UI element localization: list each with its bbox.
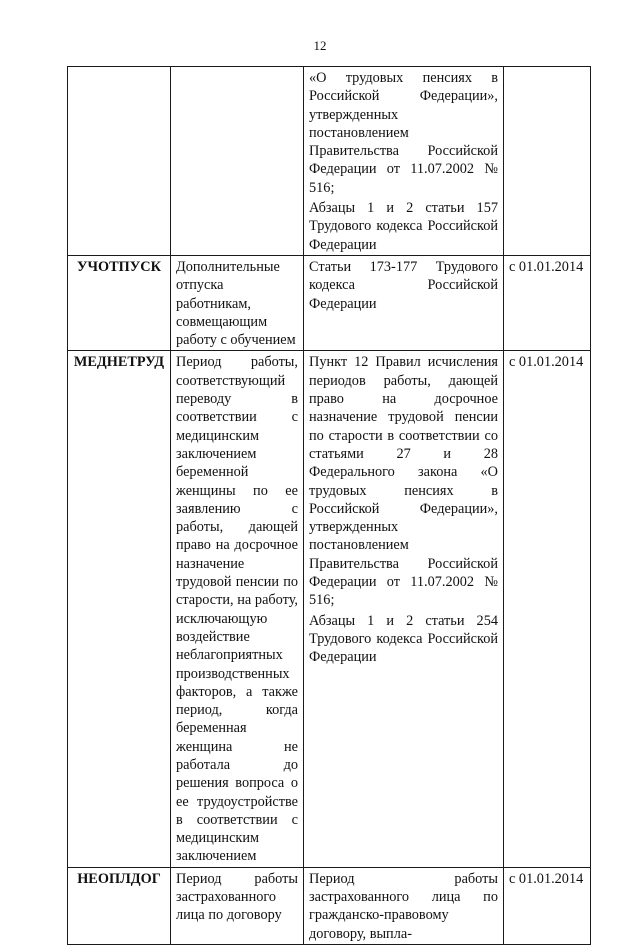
legal-basis-paragraph: Период работы застрахованного лица по гражданско-правовому договору, выпла- (309, 870, 498, 942)
effective-date-cell (504, 67, 591, 256)
effective-date-cell: с 01.01.2014 (504, 867, 591, 944)
legal-basis-paragraph: Статьи 173-177 Трудового кодекса Российской Федерации (309, 258, 498, 312)
legal-basis-paragraph: Абзацы 1 и 2 статьи 157 Трудового кодекса Российской Федерации (309, 200, 498, 253)
code-cell (68, 67, 171, 256)
page-number: 12 (313, 38, 327, 53)
table-row (68, 255, 591, 350)
legal-basis-cell (304, 67, 504, 256)
description-cell (171, 67, 304, 256)
table-row (68, 351, 591, 867)
legal-basis-paragraph: «О трудовых пенсиях в Российской Федерации», утвержденных постановлением Правительства Российской Федерации от 11.07.2002 № 516; (309, 70, 498, 196)
document-table (67, 66, 591, 945)
effective-date-cell: с 01.01.2014 (504, 255, 591, 350)
table-row (68, 867, 591, 944)
table-row (68, 67, 591, 256)
legal-basis-cell (304, 351, 504, 867)
code-cell: НЕОПЛДОГ (68, 867, 171, 944)
description-cell: Дополнительные отпуска работникам, совмещающим работу с обучением (171, 255, 304, 350)
code-cell: УЧОТПУСК (68, 255, 171, 350)
legal-basis-cell (304, 255, 504, 350)
legal-basis-cell (304, 867, 504, 944)
legal-basis-paragraph: Абзацы 1 и 2 статьи 254 Трудового кодекса Российской Федерации (309, 612, 498, 666)
description-cell: Период работы застрахованного лица по договору (171, 867, 304, 944)
effective-date-cell: с 01.01.2014 (504, 351, 591, 867)
description-cell: Период работы, соответствующий переводу в соответствии с медицинским заключением беременной женщины по ее заявлению с работы, дающей право на досрочное назначение трудовой пенсии по старости, на работу, исключающую воздействие неблагоприятных производственных факторов, а также период, когда беременная женщина не работала до решения вопроса о ее трудоустройстве в соответствии с медицинским заключением (171, 351, 304, 867)
legal-basis-paragraph: Пункт 12 Правил исчисления периодов работы, дающей право на досрочное назначение трудовой пенсии по старости в соответствии со статьями 27 и 28 Федерального закона «О трудовых пенсиях в Российской Федерации», утвержденных постановлением Правительства Российской Федерации от 11.07.2002 № 516; (309, 354, 498, 609)
code-cell: МЕДНЕТРУД (68, 351, 171, 867)
